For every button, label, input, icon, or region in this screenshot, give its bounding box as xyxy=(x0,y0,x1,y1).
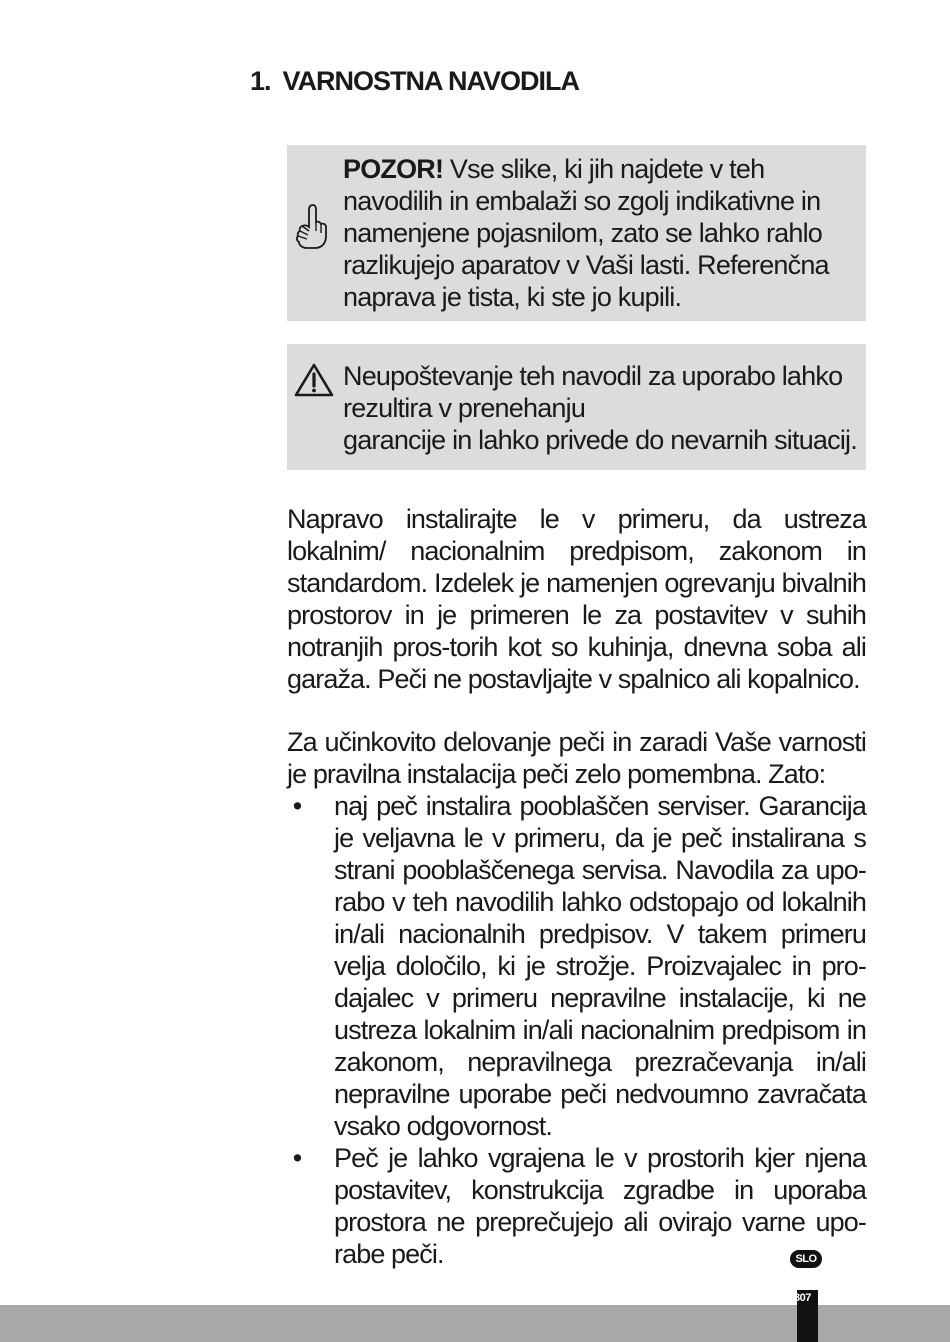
pointing-hand-icon xyxy=(293,203,331,256)
notice-text xyxy=(343,153,860,313)
list-item-text: naj peč instalira pooblaščen serviser. Garancija je veljavna le v primeru, da je peč instalirana s strani pooblaščenega servisa. Navodila za upo-rabo v teh navodilih lahko odstopajo od lokalnih in/ali nacionalnih predpisov. V takem primeru velja določilo, ki je strožje. Proizvajalec in pro-dajalec v primeru nepravilne instalacije, ki ne ustreza lokalnim in/ali nacionalnim predpisom in zakonom, nepravilnega prezračevanja in/ali nepravilne uporabe peči nedvoumno zavračata vsako odgovornost. xyxy=(334,791,866,1141)
notice-box xyxy=(287,145,866,321)
bullet-icon: • xyxy=(292,791,302,821)
safety-paragraph: Za učinkovito delovanje peči in zaradi Vaše varnosti je pravilna instalacija peči zelo pomembna. Zato: xyxy=(287,727,866,789)
bullet-list xyxy=(287,790,866,1270)
warning-triangle-icon xyxy=(293,362,335,403)
section-title-text: VARNOSTNA NAVODILA xyxy=(282,66,580,96)
warning-line-2: garancije in lahko privede do nevarnih situacij. xyxy=(343,425,857,455)
notice-body: Vse slike, ki jih najdete v teh navodilih in embalaži so zgolj indikativne in namenjene pojasnilom, zato se lahko rahlo razlikujejo aparatov v Vaši lasti. Referenčna naprava je tista, ki ste jo kupili. xyxy=(343,154,829,312)
notice-label: POZOR! xyxy=(343,154,444,184)
list-item-text: Peč je lahko vgrajena le v prostorih kjer njena postavitev, konstrukcija zgradbe in uporaba prostora ne preprečujejo ali ovirajo varne upo-rabe peči. xyxy=(334,1143,866,1269)
warning-box xyxy=(287,344,866,470)
list-item xyxy=(287,790,866,1142)
language-badge: SLO xyxy=(790,1250,822,1268)
section-number: 1. xyxy=(250,66,271,96)
bullet-icon: • xyxy=(292,1143,302,1173)
installation-paragraph: Napravo instalirajte le v primeru, da ustreza lokalnim/ nacionalnim predpisom, zakonom in standardom. Izdelek je namenjen ogrevanju bivalnih prostorov in je primeren le za postavitev v suhih notranjih pros-torih kot so kuhinja, dnevna soba ali garaža. Peči ne postavljajte v spalnico ali kopalnico. xyxy=(287,504,866,694)
section-title xyxy=(250,66,579,97)
page-number: 307 xyxy=(794,1292,811,1304)
list-item xyxy=(287,1142,866,1270)
warning-text xyxy=(343,360,860,456)
warning-line-1: Neupoštevanje teh navodil za uporabo lahko rezultira v prenehanju xyxy=(343,361,843,423)
